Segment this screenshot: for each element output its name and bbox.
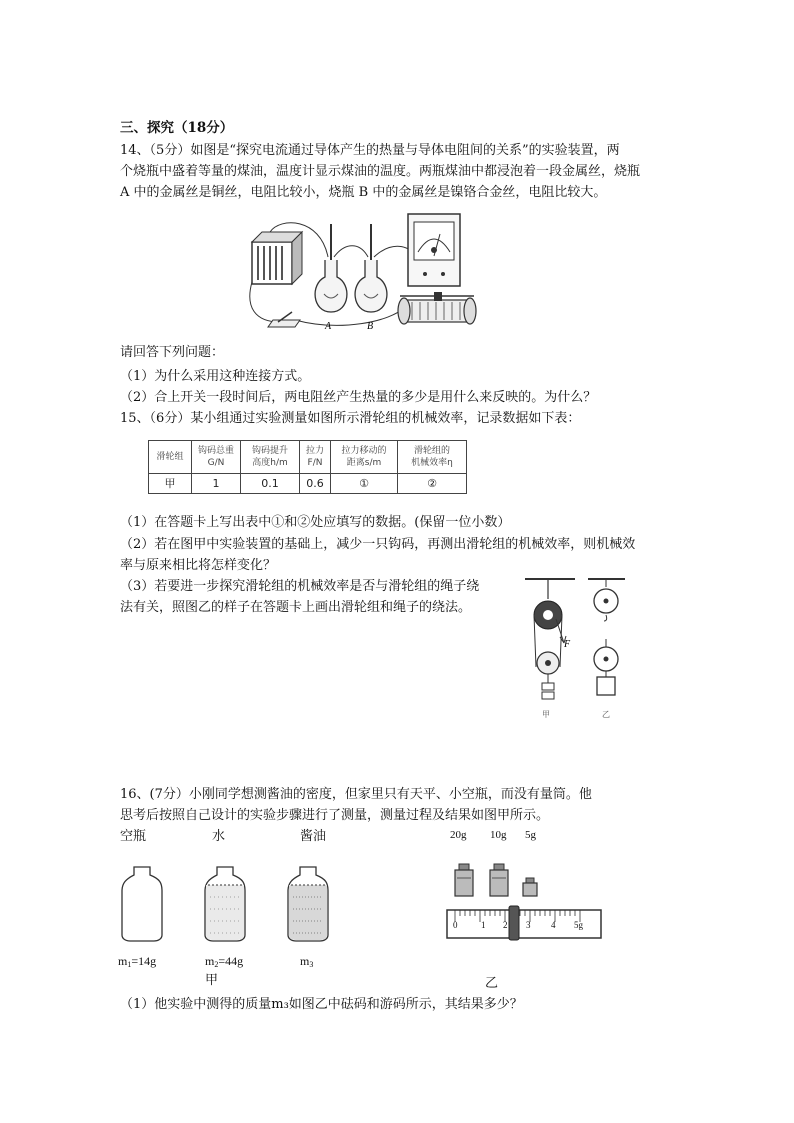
q15-line-1: 15、（6分）某小组通过实验测量如图所示滑轮组的机械效率，记录数据如下表： <box>120 411 581 426</box>
weight-label-20g: 20g <box>450 829 467 841</box>
scale-tick-1: 1 <box>481 920 486 930</box>
q15-sub-2a: （2）若在图甲中实验装置的基础上，减少一只钩码，再测出滑轮组的机械效率，则机械效 <box>120 537 636 552</box>
scale-tick-3: 3 <box>526 920 531 930</box>
bottle-label-empty: 空瓶 <box>120 829 147 844</box>
flask-b-label: B <box>367 321 374 332</box>
table-header-cell: 滑轮组的 机械效率η <box>398 441 467 474</box>
ammeter-icon <box>408 214 460 286</box>
table-header-cell: 钩码提升 高度h/m <box>241 441 300 474</box>
bottle-label-water: 水 <box>212 829 226 844</box>
fig-jia-label: 甲 <box>542 710 550 719</box>
weight-5g-icon <box>523 878 537 896</box>
table-header-cell: 拉力 F/N <box>300 441 331 474</box>
q14-circuit-figure <box>240 212 490 337</box>
table-header-cell: 钩码总重 G/N <box>192 441 241 474</box>
table-cell: 0.1 <box>241 474 300 494</box>
fig-jia-caption: 甲 <box>205 973 219 988</box>
table-cell: 0.6 <box>300 474 331 494</box>
flask-a-label: A <box>325 321 332 332</box>
weight-label-10g: 10g <box>490 829 507 841</box>
pulley-yi-icon <box>588 579 625 719</box>
table-header-cell: 滑轮组 <box>149 441 192 474</box>
mass-m1: $m_1=14g$ <box>118 954 157 969</box>
bottle-label-soy: 酱油 <box>300 829 327 844</box>
q15-data-table <box>148 440 467 494</box>
q14-line-3: A 中的金属丝是铜丝，电阻比较小，烧瓶 B 中的金属丝是镍铬合金丝，电阻比较大。 <box>120 185 607 200</box>
bottles-figure <box>120 865 350 945</box>
q14-prompt: 请回答下列问题： <box>120 345 225 360</box>
table-cell: ① <box>331 474 398 494</box>
q16-line-1: 16、(7分）小刚同学想测酱油的密度，但家里只有天平、小空瓶，而没有量筒。他 <box>120 787 592 802</box>
table-cell: ② <box>398 474 467 494</box>
pulley-figure <box>520 575 630 725</box>
table-cell: 甲 <box>149 474 192 494</box>
q16-sub-1: （1）他实验中测得的质量m₃如图乙中砝码和游码所示，其结果多少？ <box>120 997 523 1012</box>
weight-20g-icon <box>455 864 473 896</box>
empty-bottle-icon <box>122 867 162 941</box>
mass-m2: $m_2=44g$ <box>205 954 244 969</box>
pulley-jia-icon <box>525 579 575 719</box>
q15-sub-1: （1）在答题卡上写出表中①和②处应填写的数据。(保留一位小数） <box>120 515 511 530</box>
rheostat-icon <box>398 292 476 324</box>
q15-sub-3a: （3）若要进一步探究滑轮组的机械效率是否与滑轮组的绳子绕 <box>120 579 480 594</box>
mass-m3: $m_3$ <box>300 954 314 969</box>
q15-sub-2b: 率与原来相比将怎样变化？ <box>120 558 277 573</box>
q16-line-2: 思考后按照自己设计的实验步骤进行了测量，测量过程及结果如图甲所示。 <box>120 808 550 823</box>
fig-yi-label: 乙 <box>602 710 610 719</box>
table-header-cell: 拉力移动的 距离s/m <box>331 441 398 474</box>
q14-sub-1: （1）为什么采用这种连接方式。 <box>120 369 311 384</box>
scale-tick-2: 2 <box>503 920 508 930</box>
q14-line-2: 个烧瓶中盛着等量的煤油，温度计显示煤油的温度。两瓶煤油中都浸泡着一段金属丝，烧瓶 <box>120 164 641 179</box>
scale-tick-5: 5g <box>574 920 583 930</box>
water-bottle-icon <box>205 867 245 941</box>
switch-icon <box>268 312 300 327</box>
fig-yi-caption: 乙 <box>485 976 499 991</box>
table-cell: 1 <box>192 474 241 494</box>
flask-b-icon <box>355 260 387 312</box>
flask-a-icon <box>315 260 347 312</box>
scale-tick-4: 4 <box>551 920 556 930</box>
force-label: F <box>564 639 571 650</box>
battery-icon <box>252 232 302 284</box>
scale-tick-0: 0 <box>453 920 458 930</box>
q14-sub-2: （2）合上开关一段时间后，两电阻丝产生热量的多少是用什么来反映的。为什么？ <box>120 390 597 405</box>
q14-line-1: 14、（5分）如图是“探究电流通过导体产生的热量与导体电阻间的关系”的实验装置，两 <box>120 143 620 158</box>
weight-label-5g: 5g <box>525 829 536 841</box>
weight-10g-icon <box>490 864 508 896</box>
section-title: 三、探究（18分） <box>120 120 234 136</box>
q15-sub-3b: 法有关，照图乙的样子在答题卡上画出滑轮组和绳子的绕法。 <box>120 600 472 615</box>
soy-bottle-icon <box>288 867 328 941</box>
